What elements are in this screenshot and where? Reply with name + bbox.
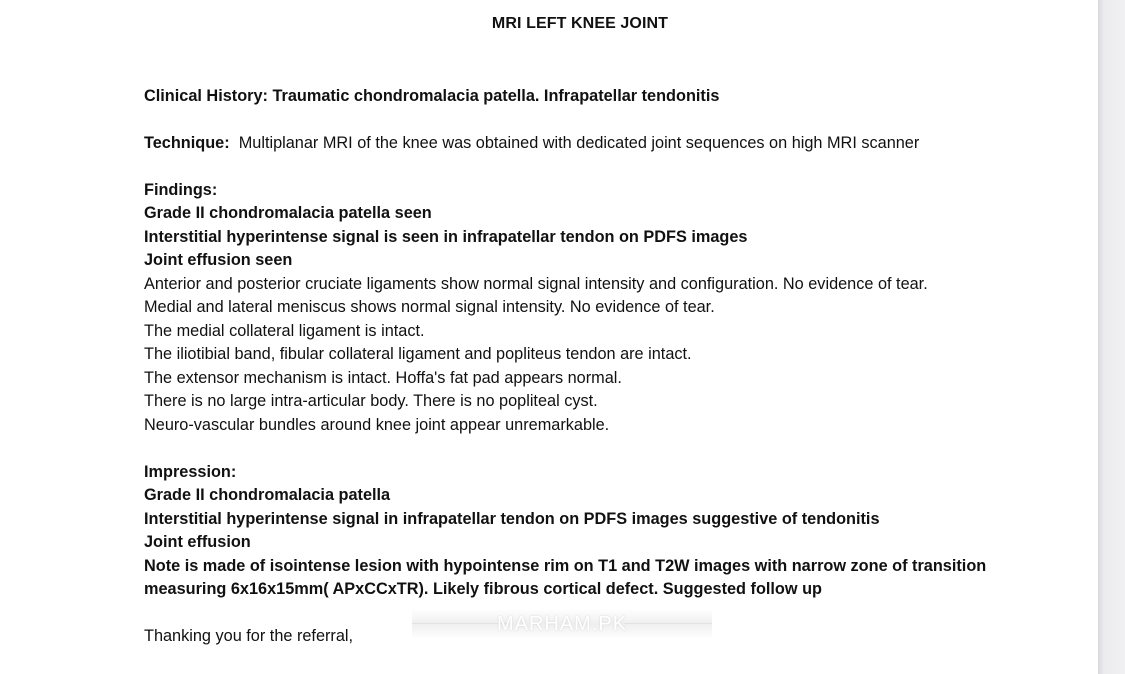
finding-line: The iliotibial band, fibular collateral ligament and popliteus tendon are intact.: [144, 345, 692, 363]
impression-line: Interstitial hyperintense signal in infrapatellar tendon on PDFS images suggestive of tendonitis: [144, 510, 880, 528]
technique-label: Technique:: [144, 134, 230, 152]
finding-line: Neuro-vascular bundles around knee joint appear unremarkable.: [144, 416, 610, 434]
impression-line: Grade II chondromalacia patella: [144, 486, 391, 504]
finding-bold-line: Grade II chondromalacia patella seen: [144, 204, 432, 222]
clinical-history: Clinical History: Traumatic chondromalacia patella. Infrapatellar tendonitis: [144, 87, 720, 105]
impression-line: Note is made of isointense lesion with hypointense rim on T1 and T2W images with narrow zone of transition: [144, 557, 987, 575]
impression-line: measuring 6x16x15mm( APxCCxTR). Likely fibrous cortical defect. Suggested follow up: [144, 580, 822, 598]
impression-heading: Impression:: [144, 463, 237, 481]
finding-line: There is no large intra-articular body. There is no popliteal cyst.: [144, 392, 598, 410]
technique: [144, 133, 919, 153]
impression-line: Joint effusion: [144, 533, 251, 551]
report-title: MRI LEFT KNEE JOINT: [491, 15, 669, 32]
technique-text: Multiplanar MRI of the knee was obtained with dedicated joint sequences on high MRI scanner: [238, 134, 920, 152]
finding-bold-line: Interstitial hyperintense signal is seen in infrapatellar tendon on PDFS images: [144, 228, 748, 246]
watermark: [412, 609, 712, 639]
closing-line: Thanking you for the referral,: [144, 627, 354, 645]
page-edge-shadow: [1098, 0, 1125, 674]
watermark-text: MARHAM.PK: [496, 613, 628, 635]
finding-line: The extensor mechanism is intact. Hoffa's fat pad appears normal.: [144, 369, 622, 387]
findings-heading: Findings:: [144, 181, 218, 199]
finding-line: Medial and lateral meniscus shows normal signal intensity. No evidence of tear.: [144, 298, 715, 316]
finding-line: The medial collateral ligament is intact.: [144, 322, 425, 340]
finding-bold-line: Joint effusion seen: [144, 251, 293, 269]
finding-line: Anterior and posterior cruciate ligaments show normal signal intensity and configuration. No evidence of tear.: [144, 275, 928, 293]
